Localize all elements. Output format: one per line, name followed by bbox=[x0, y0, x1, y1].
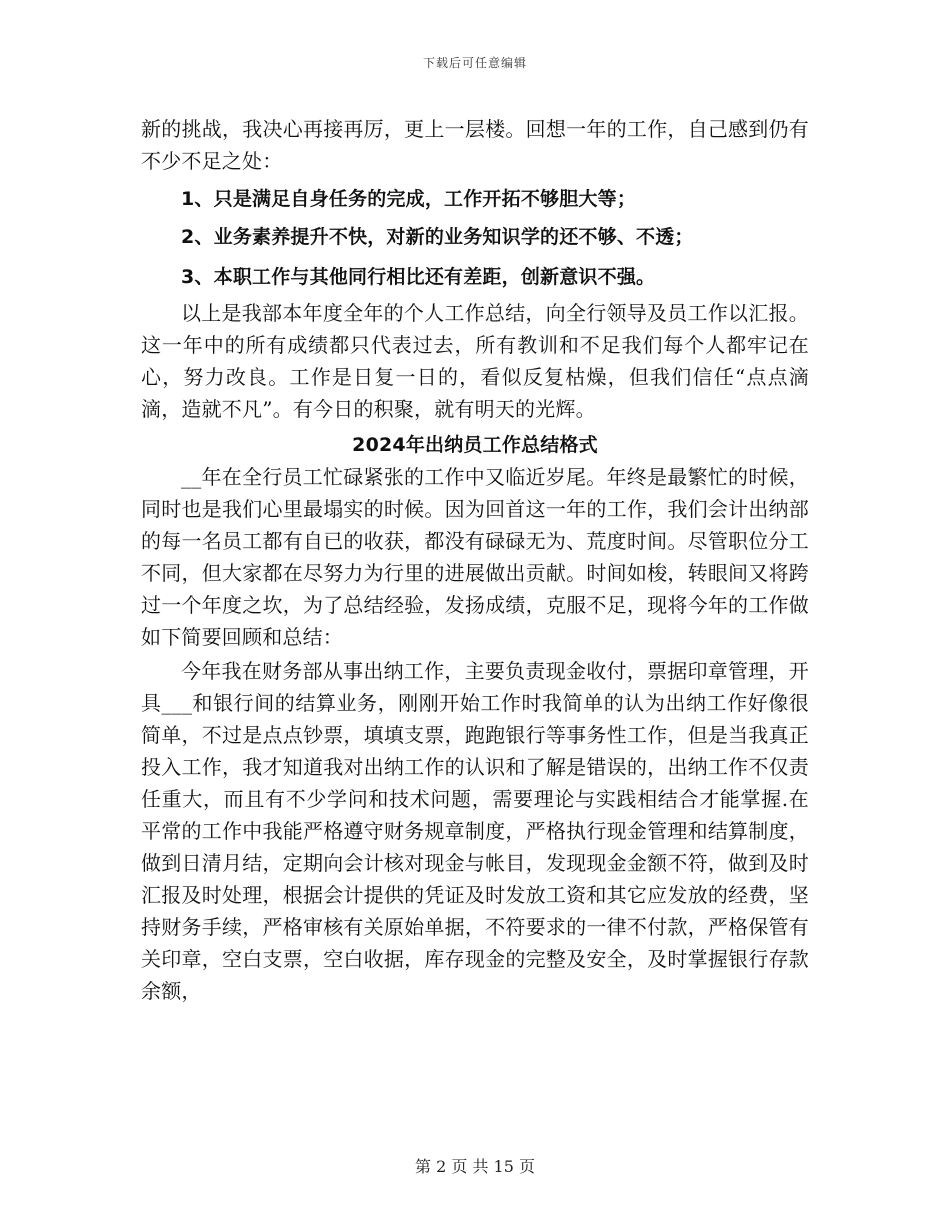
shortcoming-item-2: 2、业务素养提升不快，对新的业务知识学的还不够、不透； bbox=[181, 226, 694, 248]
section-title: 2024年出纳员工作总结格式 bbox=[352, 434, 598, 456]
section-paragraph-1: __年在全行员工忙碌紧张的工作中又临近岁尾。年终是最繁忙的时候，同时也是我们心里最塌实的时候。因为回首这一年的工作，我们会计出纳部的每一名员工都有自已的收获，都没有碌碌无为、荒度时间。尽管职位分工不同，但大家都在尽努力为行里的进展做出贡献。时间如梭，转眼间又将跨过一个年度之坎，为了总结经验，发扬成绩，克服不足，现将今年的工作做如下简要回顾和总结： bbox=[141, 465, 809, 649]
page-footer: 第 2 页 共 15 页 bbox=[415, 1157, 535, 1176]
section-paragraph-2: 今年我在财务部从事出纳工作，主要负责现金收付，票据印章管理，开具___和银行间的结算业务，刚刚开始工作时我简单的认为出纳工作好像很简单，不过是点点钞票，填填支票，跑跑银行等事务性工作，但是当我真正投入工作，我才知道我对出纳工作的认识和了解是错误的，出纳工作不仅责任重大，而且有不少学问和技术问题，需要理论与实践相结合才能掌握.在平常的工作中我能严格遵守财务规章制度，严格执行现金管理和结算制度，做到日清月结，定期向会计核对现金与帐目，发现现金金额不符，做到及时汇报及时处理，根据会计提供的凭证及时发放工资和其它应发放的经费，坚持财务手续，严格审核有关原始单据，不符要求的一律不付款，严格保管有关印章，空白支票，空白收据，库存现金的完整及安全，及时掌握银行存款余额， bbox=[141, 659, 809, 1003]
intro-paragraph: 新的挑战，我决心再接再厉，更上一层楼。回想一年的工作，自己感到仍有不少不足之处： bbox=[141, 117, 809, 173]
document-body bbox=[141, 113, 809, 1007]
page-header: 下载后可任意编辑 bbox=[422, 56, 527, 70]
shortcoming-item-3: 3、本职工作与其他同行相比还有差距，创新意识不强。 bbox=[181, 266, 656, 288]
closing-paragraph: 以上是我部本年度全年的个人工作总结，向全行领导及员工作以汇报。这一年中的所有成绩都只代表过去，所有教训和不足我们每个人都牢记在心，努力改良。工作是日复一日的，看似反复枯燥，但我们信任“点点滴滴，造就不凡”。有今日的积聚，就有明天的光辉。 bbox=[141, 301, 809, 421]
shortcoming-item-1: 1、只是满足自身任务的完成，工作开拓不够胆大等； bbox=[181, 188, 637, 210]
